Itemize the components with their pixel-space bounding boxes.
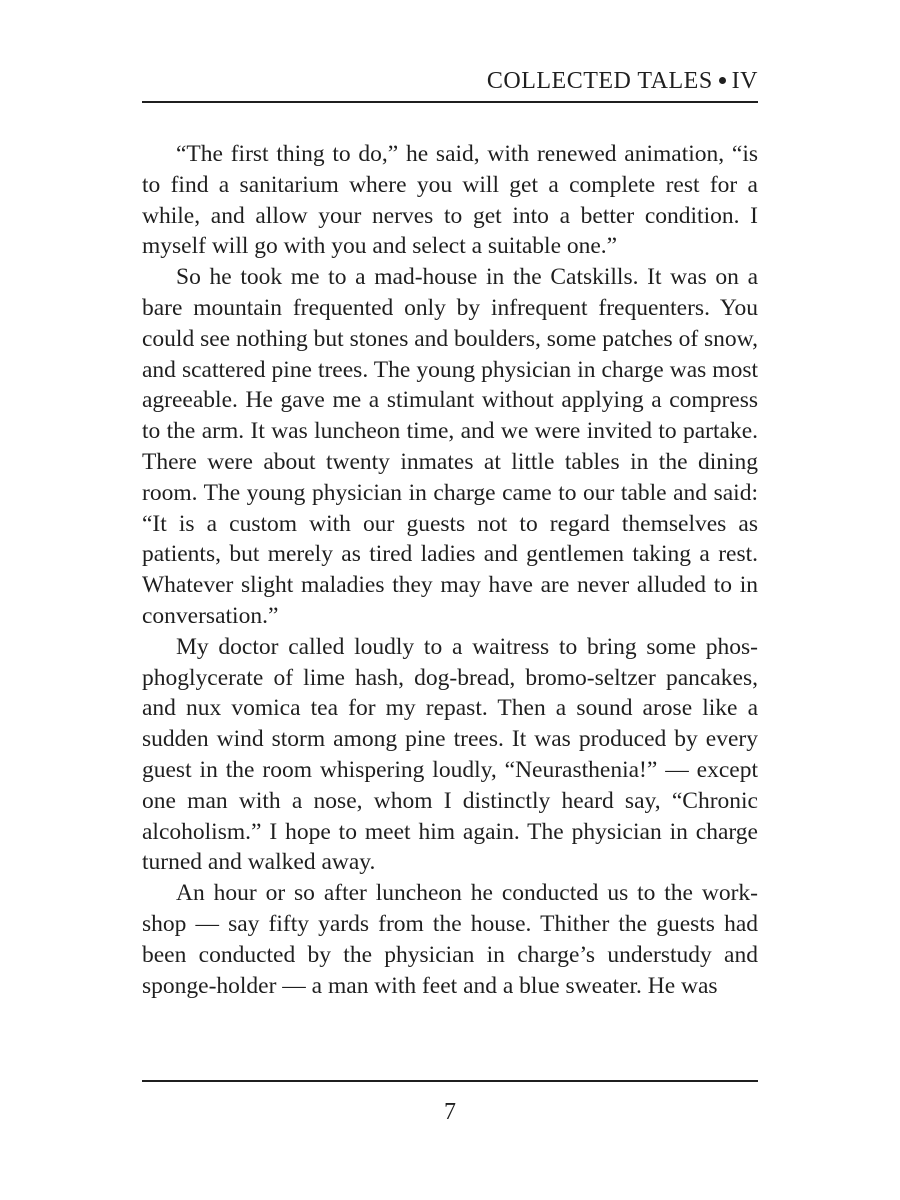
header-rule xyxy=(142,101,758,103)
bullet-separator-icon xyxy=(719,77,726,84)
paragraph: So he took me to a mad-house in the Catskills. It was on a bare mountain frequented only by infrequent frequenters. You could see nothing but stones and boulders, some patches of snow, and scattered pine trees. The young physician in charge was most agreeable. He gave me a stimulant without applying a compress to the arm. It was luncheon time, and we were invited to partake. There were about twenty inmates at little tables in the dining room. The young physician in charge came to our table and said: “It is a custom with our guests not to regard themselves as patients, but merely as tired ladies and gentlemen taking a rest. Whatever slight maladies they may have are never alluded to in conversation.” xyxy=(142,264,758,629)
paragraph: “The first thing to do,” he said, with renewed animation, “is to find a sanitarium where you will get a complete rest for a while, and allow your nerves to get into a better condition. I myself will go with you and select a suitable one.” xyxy=(142,141,758,260)
paragraph: An hour or so after luncheon he conducted us to the workshop — say fifty yards from the house. Thither the guests had been conducted by the physician in charge’s understudy and sponge-holder — a man with feet and a blue sweater. He was xyxy=(142,880,758,999)
volume-number: IV xyxy=(731,68,758,94)
body-text xyxy=(142,139,758,1001)
footer-rule xyxy=(142,1080,758,1082)
book-title: COLLECTED TALES xyxy=(486,68,713,94)
paragraph: My doctor called loudly to a waitress to bring some phosphoglycerate of lime hash, dog-bread, bromo-seltzer pancakes, and nux vomica tea for my repast. Then a sound arose like a sudden wind storm among pine trees. It was produced by every guest in the room whispering loudly, “Neurasthenia!” — except one man with a nose, whom I distinctly heard say, “Chronic alcoholism.” I hope to meet him again. The physician in charge turned and walked away. xyxy=(142,633,758,876)
page-number: 7 xyxy=(444,1099,456,1125)
running-head xyxy=(142,66,758,96)
